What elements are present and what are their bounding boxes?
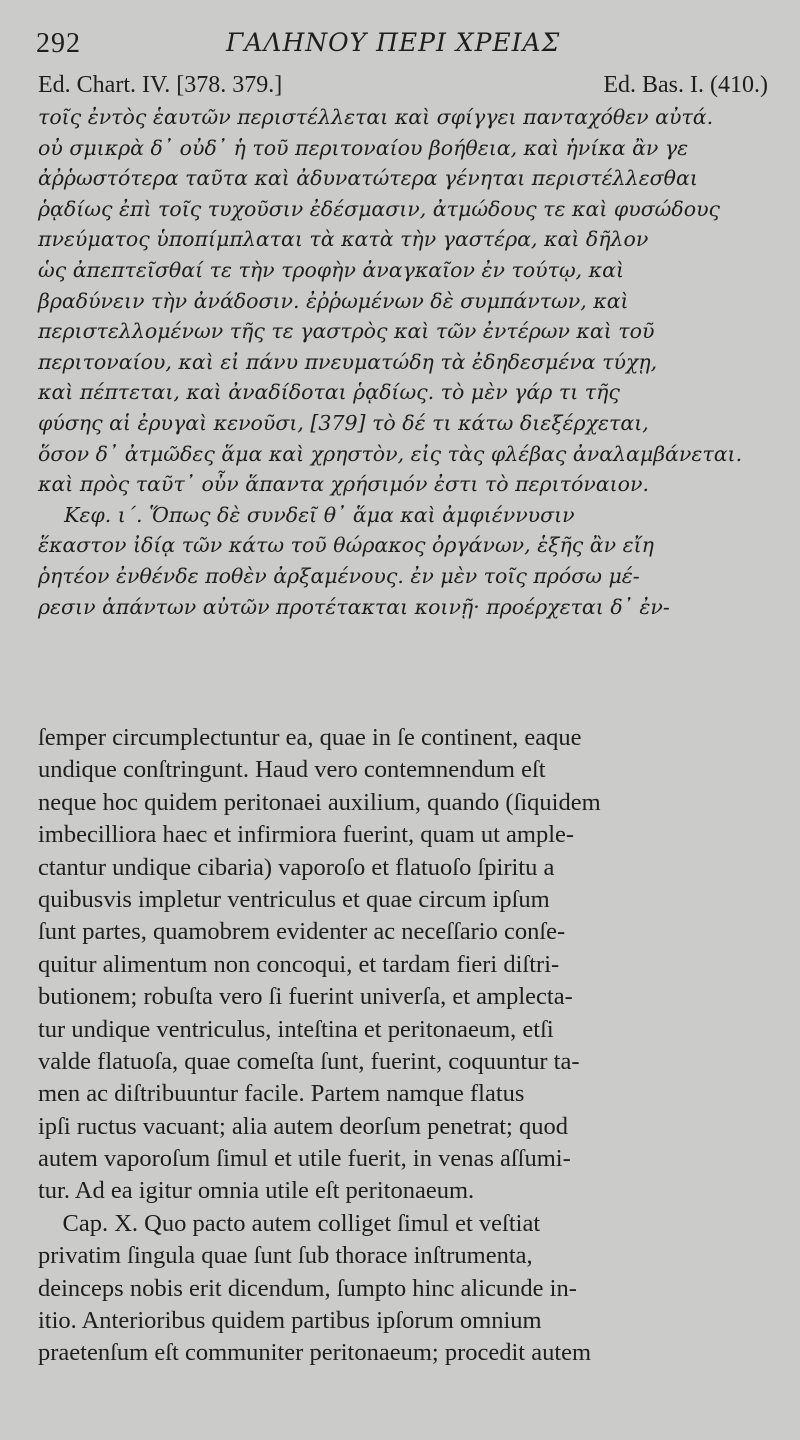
greek-line: περιτοναίου, καὶ εἰ πάνυ πνευματώδη τὰ ἐδηδεσμένα τύχῃ, [38,349,658,374]
latin-line: ipſi ructus vacuant; alia autem deorſum penetrat; quod [38,1112,568,1140]
latin-line: ctantur undique cibaria) vaporoſo et flatuoſo ſpiritu a [38,853,555,881]
latin-chapter-heading-line: Cap. X. Quo pacto autem colliget ſimul et veſtiat [38,1209,541,1237]
running-title: ΓΑΛΗΝΟΥ ΠΕΡΙ ΧΡΕΙΑΣ [226,28,561,57]
edition-reference-basel: Ed. Bas. I. (410.) [603,72,768,98]
latin-line: butionem; robuſta vero ſi fuerint univerſa, et amplecta- [38,983,573,1011]
page-header [36,26,770,62]
latin-line: undique conſtringunt. Haud vero contemnendum eſt [38,756,546,784]
latin-line: imbecilliora haec et infirmiora fuerint, quam ut ample- [38,821,575,849]
greek-line: ὡς ἀπεπτεῖσθαί τε τὴν τροφὴν ἀναγκαῖον ἐν τούτῳ, καὶ [38,257,625,282]
greek-line: ῥᾳδίως ἐπὶ τοῖς τυχοῦσιν ἐδέσμασιν, ἀτμώδους τε καὶ φυσώδους [38,196,721,221]
page-number: 292 [36,28,81,59]
latin-line: men ac diſtribuuntur facile. Partem namque flatus [38,1080,525,1108]
latin-line: tur. Ad ea igitur omnia utile eſt peritonaeum. [38,1177,475,1205]
latin-line: privatim ſingula quae ſunt ſub thorace inſtrumenta, [38,1242,533,1270]
latin-text-block [38,722,768,1370]
greek-chapter-heading-line: Κεφ. ι΄. Ὅπως δὲ συνδεῖ θ᾽ ἅμα καὶ ἀμφιέννυσιν [38,502,575,527]
latin-line: valde flatuoſa, quae comeſta ſunt, fuerint, coquuntur ta- [38,1047,580,1075]
greek-line: ρεσιν ἁπάντων αὐτῶν προτέτακται κοινῇ· προέρχεται δ᾽ ἐν- [38,594,670,619]
latin-line: ſunt partes, quamobrem evidenter ac neceſſario conſe- [38,918,566,946]
latin-line: deinceps nobis erit dicendum, ſumpto hinc alicunde in- [38,1274,577,1302]
greek-line: ἀῤῥωστότερα ταῦτα καὶ ἀδυνατώτερα γένηται περιστέλλεσθαι [38,166,698,191]
latin-line: quibusvis impletur ventriculus et quae circum ipſum [38,885,550,913]
greek-line: καὶ πέπτεται, καὶ ἀναδίδοται ῥᾳδίως. τὸ μὲν γάρ τι τῆς [38,380,620,405]
greek-line: φύσης αἱ ἐρυγαὶ κενοῦσι, [379] τὸ δέ τι κάτω διεξέρχεται, [38,410,649,435]
latin-line: autem vaporoſum ſimul et utile fuerit, in venas aſſumi- [38,1145,571,1173]
edition-reference-chartier: Ed. Chart. IV. [378. 379.] [38,72,283,98]
latin-line: tur undique ventriculus, inteſtina et peritonaeum, etſi [38,1015,554,1043]
greek-line: πνεύματος ὑποπίμπλαται τὰ κατὰ τὴν γαστέρα, καὶ δῆλον [38,227,649,252]
greek-line: περιστελλομένων τῆς τε γαστρὸς καὶ τῶν ἐντέρων καὶ τοῦ [38,319,655,344]
greek-line: ὅσον δ᾽ ἀτμῶδες ἅμα καὶ χρηστὸν, εἰς τὰς φλέβας ἀναλαμβάνεται. [38,441,743,466]
latin-line: itio. Anterioribus quidem partibus ipſorum omnium [38,1307,542,1335]
latin-line: praetenſum eſt communiter peritonaeum; procedit autem [38,1339,592,1367]
greek-line: ἕκαστον ἰδίᾳ τῶν κάτω τοῦ θώρακος ὀργάνων, ἑξῆς ἂν εἴη [38,533,654,558]
edition-reference-line [38,72,768,102]
greek-text-block [38,102,768,622]
latin-line: neque hoc quidem peritonaei auxilium, quando (ſiquidem [38,788,601,816]
latin-line: quitur alimentum non concoqui, et tardam fieri diſtri- [38,950,560,978]
greek-line: ῥητέον ἐνθένδε ποθὲν ἀρξαμένους. ἐν μὲν τοῖς πρόσω μέ- [38,563,640,588]
latin-line: ſemper circumplectuntur ea, quae in ſe continent, eaque [38,724,582,751]
greek-line: βραδύνειν τὴν ἀνάδοσιν. ἐῤῥωμένων δὲ συμπάντων, καὶ [38,288,629,313]
greek-line: τοῖς ἐντὸς ἑαυτῶν περιστέλλεται καὶ σφίγγει πανταχόθεν αὐτά. [38,105,714,129]
greek-line: οὐ σμικρὰ δ᾽ οὐδ᾽ ἡ τοῦ περιτοναίου βοήθεια, καὶ ἡνίκα ἂν γε [38,135,689,160]
greek-line: καὶ πρὸς ταῦτ᾽ οὖν ἅπαντα χρήσιμόν ἐστι τὸ περιτόναιον. [38,472,649,497]
